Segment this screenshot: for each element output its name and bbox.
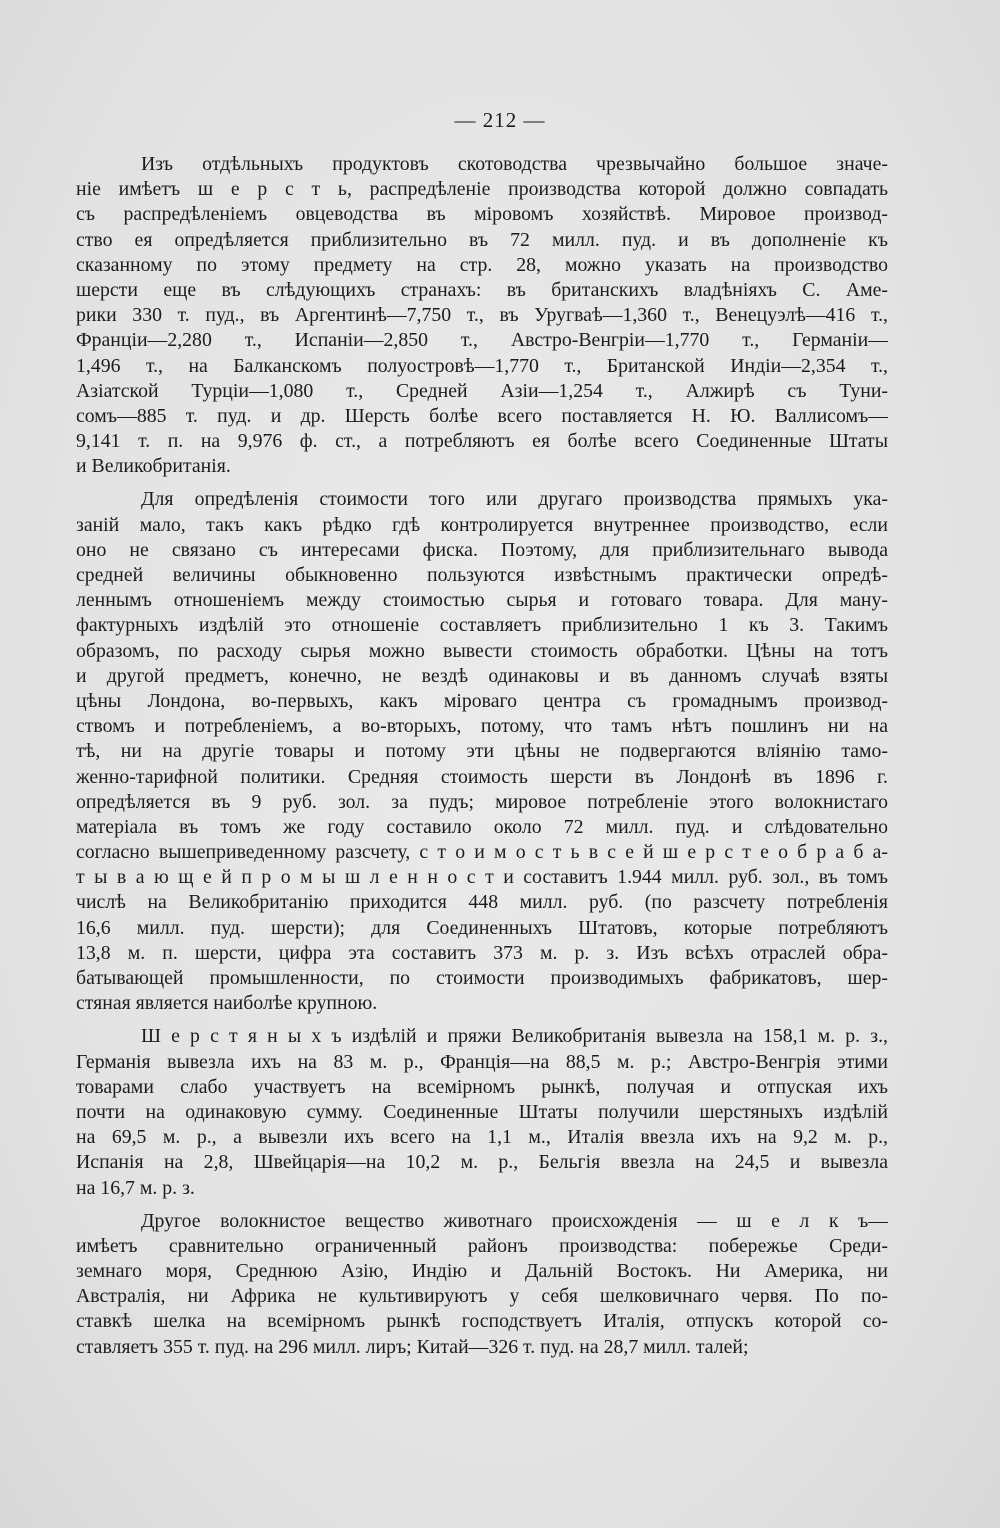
text-line: леннымъ отношеніемъ между стоимостью сырья и готоваго товара. Для ману- — [76, 589, 888, 612]
text-line: на 16,7 м. р. з. — [76, 1176, 195, 1199]
text-line: 1,496 т., на Балканскомъ полуостровѣ—1,770 т., Британской Индіи—2,354 т., — [76, 354, 888, 377]
body-text — [76, 152, 888, 1368]
paragraph — [76, 487, 888, 1016]
text-line: батывающей промышленности, по стоимости производимыхъ фабрикатовъ, шер- — [76, 967, 888, 989]
text-line: заній мало, такъ какъ рѣдко гдѣ контролируется внутреннее производство, если — [76, 513, 888, 536]
text-line: Другое волокнистое вещество животнаго происхожденія — ш е л к ъ— — [141, 1209, 888, 1232]
text-line: и другой предметъ, конечно, не вездѣ одинаковы и въ данномъ случаѣ взяты — [76, 664, 888, 687]
text-line: и Великобританія. — [76, 455, 231, 478]
text-line: матеріала въ томъ же году составило около 72 милл. пуд. и слѣдовательно — [76, 815, 888, 838]
text-line: цѣны Лондона, во-первыхъ, какъ міроваго центра съ громаднымъ производ- — [76, 689, 888, 712]
text-line: тѣ, ни на другіе товары и потому эти цѣны не подвергаются вліянію тамо- — [76, 740, 888, 763]
text-line: числѣ на Великобританію приходится 448 милл. руб. (по разсчету потребленія — [76, 891, 888, 914]
text-line: т ы в а ю щ е й п р о м ы ш л е н н о с т и составитъ 1.944 милл. руб. зол., въ томъ — [76, 866, 888, 889]
text-line: имѣетъ сравнительно ограниченный районъ производства: побережье Среди- — [76, 1234, 888, 1257]
text-line: Франціи—2,280 т., Испаніи—2,850 т., Австро-Венгріи—1,770 т., Германіи— — [76, 329, 888, 352]
text-line: образомъ, по расходу сырья можно вывести стоимость обработки. Цѣны на тотъ — [76, 639, 888, 662]
text-line: 9,141 т. п. на 9,976 ф. ст., а потребляютъ ея болѣе всего Соединенные Штаты — [76, 430, 888, 453]
text-line: шерсти еще въ слѣдующихъ странахъ: въ британскихъ владѣніяхъ С. Аме- — [76, 278, 888, 301]
text-line: Германія вывезла ихъ на 83 м. р., Франція—на 88,5 м. р.; Австро-Венгрія этими — [76, 1050, 888, 1073]
text-line: согласно вышеприведенному разсчету, с т о и м о с т ь в с е й ш е р с т е о б р а б а- — [76, 841, 888, 864]
text-line: на 69,5 м. р., а вывезли ихъ всего на 1,1 м., Италія ввезла ихъ на 9,2 м. р., — [76, 1126, 888, 1149]
text-line: женно-тарифной политики. Средняя стоимость шерсти въ Лондонѣ въ 1896 г. — [76, 765, 888, 788]
text-line: ставкѣ шелка на всемірномъ рынкѣ господствуетъ Италія, отпускъ которой со- — [76, 1310, 888, 1333]
text-line: 16,6 милл. пуд. шерсти); для Соединенныхъ Штатовъ, которые потребляютъ — [76, 916, 888, 939]
text-line: Австралія, ни Африка не культивируютъ у себя шелковичнаго червя. По по- — [76, 1285, 888, 1308]
text-line: средней величины обыкновенно пользуются извѣстнымъ практически опредѣ- — [76, 564, 888, 586]
text-line: сомъ—885 т. пуд. и др. Шерсть болѣе всего поставляется Н. Ю. Валлисомъ— — [76, 404, 888, 427]
page-number: — 212 — — [454, 108, 546, 132]
text-line: рики 330 т. пуд., въ Аргентинѣ—7,750 т., въ Уругваѣ—1,360 т., Венецуэлѣ—416 т., — [76, 304, 888, 327]
text-line: оно не связано съ интересами фиска. Поэтому, для приблизительнаго вывода — [76, 538, 888, 561]
text-line: ство ея опредѣляется приблизительно въ 72 милл. пуд. и въ дополненіе къ — [76, 228, 888, 251]
text-line: фактурныхъ издѣлій это отношеніе составляетъ приблизительно 1 къ 3. Такимъ — [76, 614, 888, 637]
text-line: опредѣляется въ 9 руб. зол. за пудъ; мировое потребленіе этого волокнистаго — [76, 790, 888, 813]
text-line: земнаго моря, Среднюю Азію, Индію и Дальній Востокъ. Ни Америка, ни — [76, 1260, 888, 1283]
text-line: Ш е р с т я н ы х ъ издѣлій и пряжи Великобританія вывезла на 158,1 м. р. з., — [141, 1025, 888, 1048]
text-line: почти на одинаковую сумму. Соединенные Штаты получили шерстяныхъ издѣлій — [76, 1100, 888, 1123]
text-line: съ распредѣленіемъ овцеводства въ міровомъ хозяйствѣ. Мировое производ- — [76, 203, 888, 226]
text-line: 13,8 м. п. шерсти, цифра эта составитъ 373 м. р. з. Изъ всѣхъ отраслей обра- — [76, 941, 888, 964]
text-line: Для опредѣленія стоимости того или другаго производства прямыхъ ука- — [141, 488, 888, 511]
text-line: товарами слабо участвуетъ на всемірномъ рынкѣ, получая и отпуская ихъ — [76, 1075, 888, 1098]
text-line: ніе имѣетъ ш е р с т ь, распредѣленіе производства которой должно совпадать — [76, 178, 888, 201]
paragraph — [76, 152, 888, 479]
text-line: Изъ отдѣльныхъ продуктовъ скотоводства чрезвычайно большое значе- — [141, 153, 888, 175]
text-line: ставляетъ 355 т. пуд. на 296 милл. лиръ; Китай—326 т. пуд. на 28,7 милл. талей; — [76, 1335, 749, 1358]
text-line: стяная является наиболѣе крупною. — [76, 992, 378, 1015]
text-line: ствомъ и потребленіемъ, а во-вторыхъ, потому, что тамъ нѣтъ пошлинъ ни на — [76, 715, 888, 738]
text-line: Азіатской Турціи—1,080 т., Средней Азіи—1,254 т., Алжирѣ съ Туни- — [76, 379, 888, 402]
paragraph — [76, 1024, 888, 1200]
text-line: Испанія на 2,8, Швейцарія—на 10,2 м. р., Бельгія ввезла на 24,5 и вывезла — [76, 1151, 888, 1174]
text-line: сказанному по этому предмету на стр. 28, можно указать на производство — [76, 253, 888, 276]
paragraph — [76, 1209, 888, 1360]
